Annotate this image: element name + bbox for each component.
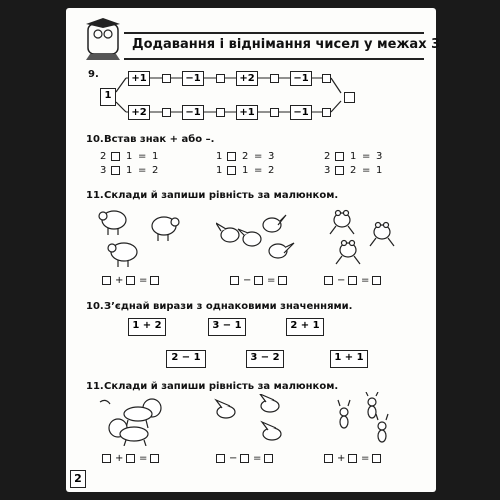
answer-box[interactable] — [216, 454, 225, 463]
birds-illustration-icon — [216, 213, 302, 263]
answer-box[interactable] — [102, 276, 111, 285]
ants-illustration-icon — [334, 392, 404, 450]
sign-box[interactable] — [111, 152, 120, 161]
page-number: 2 — [70, 470, 86, 488]
task11a-prompt: Склади й запиши рівність за малюнком. — [104, 190, 339, 201]
answer-box[interactable] — [324, 454, 333, 463]
flying-birds-illustration-icon — [212, 394, 298, 448]
task10a-prompt: Встав знак + або –. — [104, 134, 215, 145]
answer-box[interactable] — [270, 74, 279, 83]
answer-box[interactable] — [162, 74, 171, 83]
answer-box[interactable] — [322, 108, 331, 117]
answer-box[interactable] — [216, 108, 225, 117]
task9-start: 1 — [100, 88, 116, 106]
sign-box[interactable] — [335, 166, 344, 175]
sheep-illustration-icon — [98, 204, 184, 270]
answer-box[interactable] — [372, 454, 381, 463]
final-answer-box[interactable] — [344, 92, 355, 103]
workbook-page: Додавання і віднімання чисел у межах 3 9. 1 +1 −1 +2 −1 +2 −1 +1 −1 10. Встав знак + або –. 2 1 = 1 3 1 = 2 1 2 = 3 1 1 = 2 2 1 = 3 3 2 = 1 11. Склади й запиши рівність за малюнком. + = − = − = 10. З’єднай вирази з однаковими значеннями. 1 + 2 3 − 1 2 + 1 2 − 1 3 − 2 1 + 1 11. Склади й запиши рівність за малюнком. + = − = + = 2 — [66, 8, 436, 492]
expression-box[interactable]: 2 − 1 — [166, 350, 206, 368]
expression-box[interactable]: 3 − 2 — [246, 350, 284, 368]
op-box: +2 — [236, 71, 258, 86]
frogs-illustration-icon — [328, 206, 404, 266]
op-box: −1 — [182, 71, 204, 86]
sign-box[interactable] — [227, 166, 236, 175]
task9-number: 9. — [88, 69, 99, 80]
task11b-prompt: Склади й запиши рівність за малюнком. — [104, 381, 339, 392]
answer-box[interactable] — [264, 454, 273, 463]
op-box: −1 — [290, 71, 312, 86]
task10b-number: 10. — [86, 301, 104, 312]
op-box: −1 — [290, 105, 312, 120]
answer-box[interactable] — [254, 276, 263, 285]
answer-box[interactable] — [270, 108, 279, 117]
sign-box[interactable] — [111, 166, 120, 175]
answer-box[interactable] — [126, 276, 135, 285]
answer-box[interactable] — [372, 276, 381, 285]
expression-box[interactable]: 1 + 1 — [330, 350, 368, 368]
op-box: +1 — [236, 105, 258, 120]
task11b-number: 11. — [86, 381, 104, 392]
expression-box[interactable]: 3 − 1 — [208, 318, 246, 336]
task11a-number: 11. — [86, 190, 104, 201]
answer-box[interactable] — [322, 74, 331, 83]
lions-illustration-icon — [98, 396, 174, 446]
page-title: Додавання і віднімання чисел у межах 3 — [132, 37, 441, 52]
answer-box[interactable] — [348, 454, 357, 463]
answer-box[interactable] — [162, 108, 171, 117]
answer-box[interactable] — [150, 276, 159, 285]
sign-box[interactable] — [227, 152, 236, 161]
expression-box[interactable]: 1 + 2 — [128, 318, 166, 336]
answer-box[interactable] — [240, 454, 249, 463]
answer-box[interactable] — [126, 454, 135, 463]
answer-box[interactable] — [324, 276, 333, 285]
task10a-number: 10. — [86, 134, 104, 145]
answer-box[interactable] — [216, 74, 225, 83]
op-box: +2 — [128, 105, 150, 120]
answer-box[interactable] — [278, 276, 287, 285]
op-box: +1 — [128, 71, 150, 86]
task10b-prompt: З’єднай вирази з однаковими значеннями. — [104, 301, 353, 312]
sign-box[interactable] — [335, 152, 344, 161]
answer-box[interactable] — [102, 454, 111, 463]
answer-box[interactable] — [150, 454, 159, 463]
expression-box[interactable]: 2 + 1 — [286, 318, 324, 336]
answer-box[interactable] — [348, 276, 357, 285]
answer-box[interactable] — [230, 276, 239, 285]
op-box: −1 — [182, 105, 204, 120]
